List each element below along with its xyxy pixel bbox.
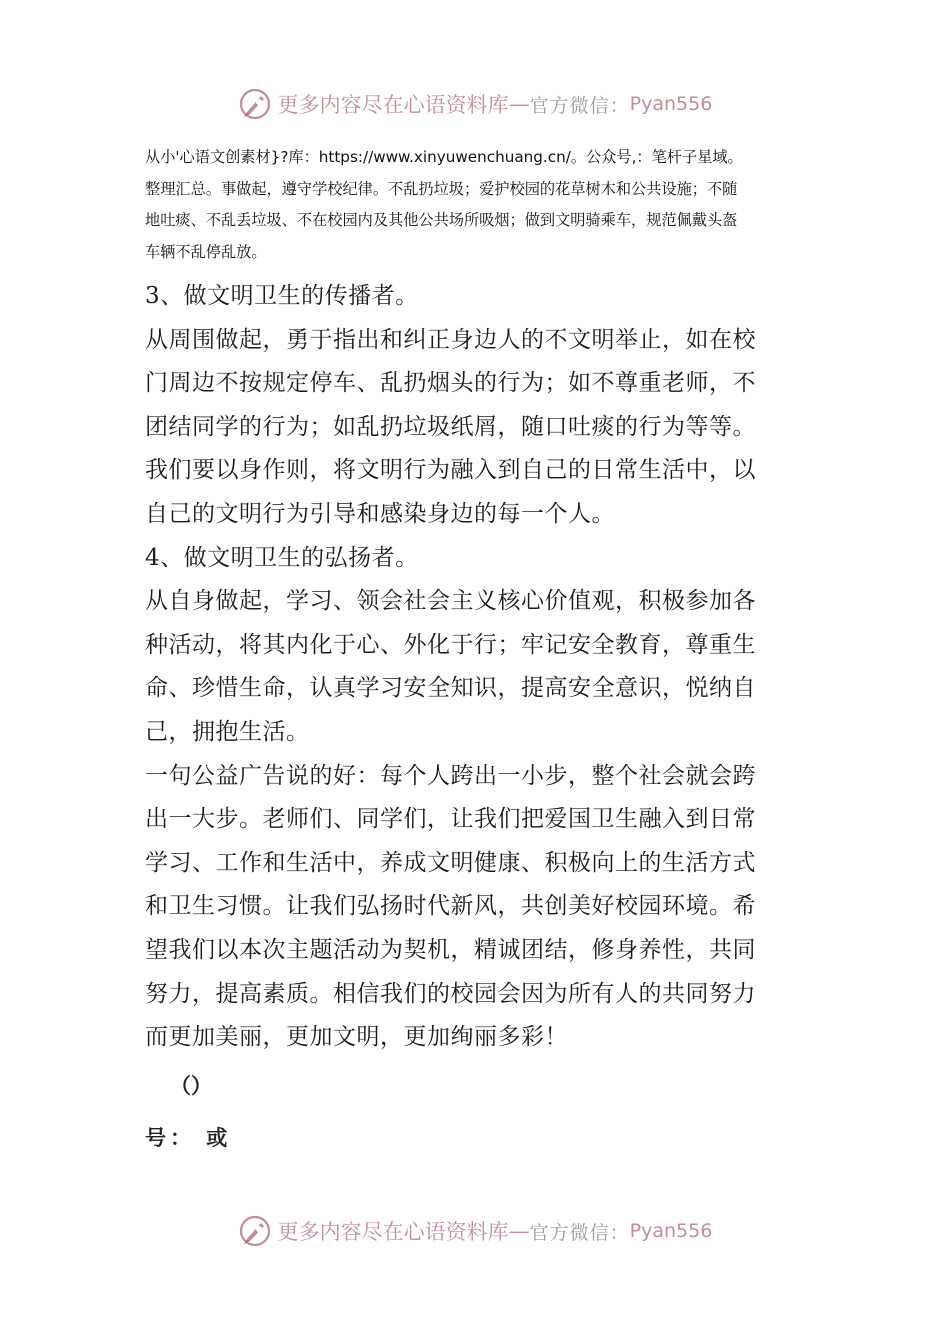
- body-line: 从周围做起，勇于指出和纠正身边人的不文明举止，如在校: [145, 326, 756, 353]
- quill-logo-icon: [238, 87, 272, 121]
- banner-wechat-label: 官方微信：: [529, 94, 630, 117]
- body-line: 团结同学的行为；如乱扔垃圾纸屑，随口吐痰的行为等等。: [145, 413, 756, 440]
- body-line: 和卫生习惯。让我们弘扬时代新风，共创美好校园环境。希: [145, 893, 756, 920]
- body-line: 自己的文明行为引导和感染身边的每一个人。: [145, 500, 615, 527]
- intro-line: 地吐痰、不乱丢垃圾、不在校园内及其他公共场所吸烟；做到文明骑乘车，规范佩戴头盔: [145, 211, 738, 229]
- intro-line: 从小'心语文创素材}?库：https://www.xinyuwenchuang.cn/。公众号,：笔杆子星域。: [145, 148, 743, 166]
- body-line: 努力，提高素质。相信我们的校园会因为所有人的共同努力: [145, 980, 756, 1007]
- section-heading-3: 3、做文明卫生的传播者。: [145, 283, 419, 309]
- intro-paragraph: [145, 142, 815, 268]
- footer-banner: [0, 1211, 950, 1251]
- intro-line: 整理汇总。事做起，遵守学校纪律。不乱扔垃圾；爱护校园的花草树木和公共设施；不随: [145, 179, 738, 198]
- banner-site-text: 更多内容尽在心语资料库: [277, 1220, 509, 1244]
- body-line: 种活动，将其内化于心、外化于行；牢记安全教育，尊重生: [145, 631, 756, 658]
- body-text: [145, 275, 815, 1060]
- body-line: 己，拥抱生活。: [145, 718, 310, 745]
- body-line: 命、珍惜生命，认真学习安全知识，提高安全意识，悦纳自: [145, 675, 756, 702]
- body-line: 我们要以身作则，将文明行为融入到自己的日常生活中，以: [145, 457, 756, 484]
- tail-parentheses: （）: [170, 1074, 212, 1098]
- quill-logo-icon: [238, 1214, 272, 1248]
- banner-dash: —: [508, 92, 530, 116]
- banner-wechat-id: Pyan556: [629, 93, 713, 115]
- body-line: 从自身做起，学习、领会社会主义核心价值观，积极参加各: [145, 588, 756, 615]
- body-line: 出一大步。老师们、同学们，让我们把爱国卫生融入到日常: [145, 806, 756, 833]
- body-line: 而更加美丽，更加文明，更加绚丽多彩！: [145, 1024, 568, 1051]
- banner-dash: —: [508, 1219, 530, 1243]
- banner-site-text: 更多内容尽在心语资料库: [277, 93, 509, 117]
- section-heading-4: 4、做文明卫生的弘扬者。: [145, 544, 419, 571]
- banner-wechat-id: Pyan556: [629, 1220, 713, 1242]
- body-line: 望我们以本次主题活动为契机，精诚团结，修身养性，共同: [145, 936, 756, 963]
- header-banner: [0, 84, 950, 124]
- body-line: 一句公益广告说的好：每个人跨出一小步，整个社会就会跨: [145, 762, 756, 789]
- body-line: 门周边不按规定停车、乱扔烟头的行为；如不尊重老师，不: [145, 370, 756, 397]
- tail-number-label: 号： 或: [145, 1125, 232, 1150]
- body-line: 学习、工作和生活中，养成文明健康、积极向上的生活方式: [145, 849, 756, 876]
- intro-line: 车辆不乱停乱放。: [145, 242, 267, 261]
- banner-wechat-label: 官方微信：: [529, 1221, 630, 1244]
